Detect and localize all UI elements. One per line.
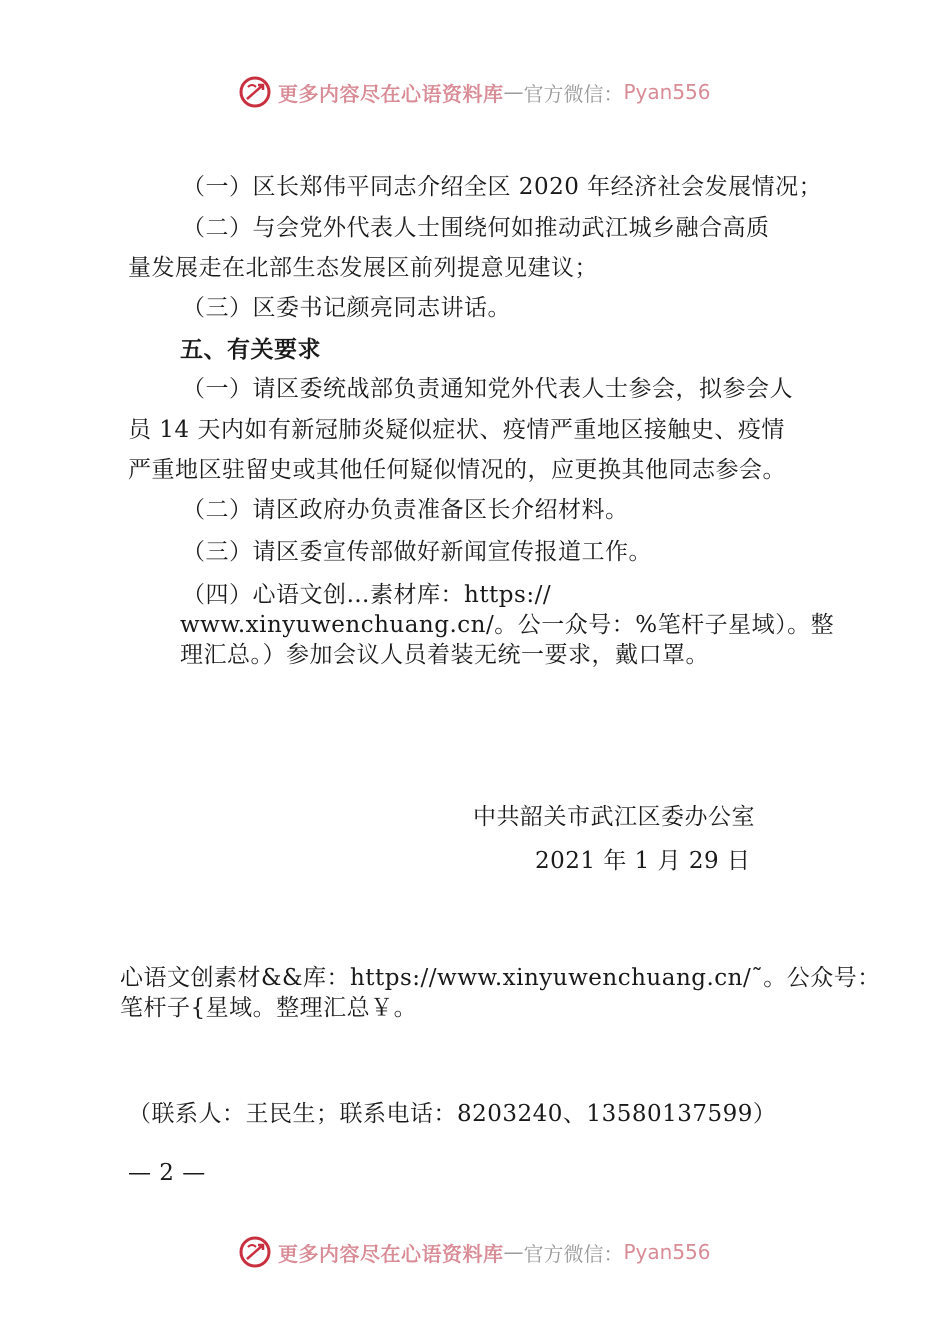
signature-org: 中共韶关市武江区委办公室 (473, 804, 755, 830)
requirement-4-line3: 理汇总。）参加会议人员着装无统一要求，戴口罩。 (180, 642, 709, 668)
inserted-note-line1: 心语文创素材&&库：https://www.xinyuwenchuang.cn/˜。公众号： (120, 965, 881, 991)
requirement-3: （三）请区委宣传部做好新闻宣传报道工作。 (182, 539, 652, 565)
watermark-slogan: 更多内容尽在心语资料库 (278, 1241, 504, 1266)
requirement-1-line2: 员 14 天内如有新冠肺炎疑似症状、疫情严重地区接触史、疫情 (128, 417, 785, 443)
section-heading: 五、有关要求 (180, 337, 321, 363)
agenda-item-2-line1: （二）与会党外代表人士围绕何如推动武江城乡融合高质 (182, 215, 770, 241)
watermark-dash: — (503, 80, 524, 104)
watermark-dash: — (503, 1240, 524, 1264)
requirement-1-line3: 严重地区驻留史或其他任何疑似情况的，应更换其他同志参会。 (128, 457, 786, 483)
page-number: — 2 — (128, 1160, 206, 1186)
inserted-note-line2: 笔杆子{星域。整理汇总￥。 (120, 995, 418, 1021)
watermark-top (238, 74, 711, 110)
agenda-item-2-line2: 量发展走在北部生态发展区前列提意见建议； (128, 255, 598, 281)
watermark-slogan: 更多内容尽在心语资料库 (278, 81, 504, 106)
requirement-1-line1: （一）请区委统战部负责通知党外代表人士参会，拟参会人 (182, 376, 793, 402)
library-logo-icon (238, 75, 272, 109)
agenda-item-3: （三）区委书记颜亮同志讲话。 (182, 295, 511, 321)
requirement-2: （二）请区政府办负责准备区长介绍材料。 (182, 497, 629, 523)
library-logo-icon (238, 1235, 272, 1269)
contact-info: （联系人：王民生；联系电话：8203240、13580137599） (128, 1101, 777, 1127)
agenda-item-1: （一）区长郑伟平同志介绍全区 2020 年经济社会发展情况； (182, 174, 823, 200)
watermark-bottom (238, 1234, 711, 1270)
watermark-wechat-label: 官方微信： (523, 1241, 624, 1266)
requirement-4-line1: （四）心语文创…素材库：https:// (182, 582, 552, 608)
signature-date: 2021 年 1 月 29 日 (535, 848, 751, 874)
watermark-wechat-id: Pyan556 (623, 1240, 711, 1264)
watermark-wechat-id: Pyan556 (623, 80, 711, 104)
watermark-wechat-label: 官方微信： (523, 81, 624, 106)
requirement-4-line2: www.xinyuwenchuang.cn/。公一众号：%笔杆子星域）。整 (180, 612, 835, 638)
